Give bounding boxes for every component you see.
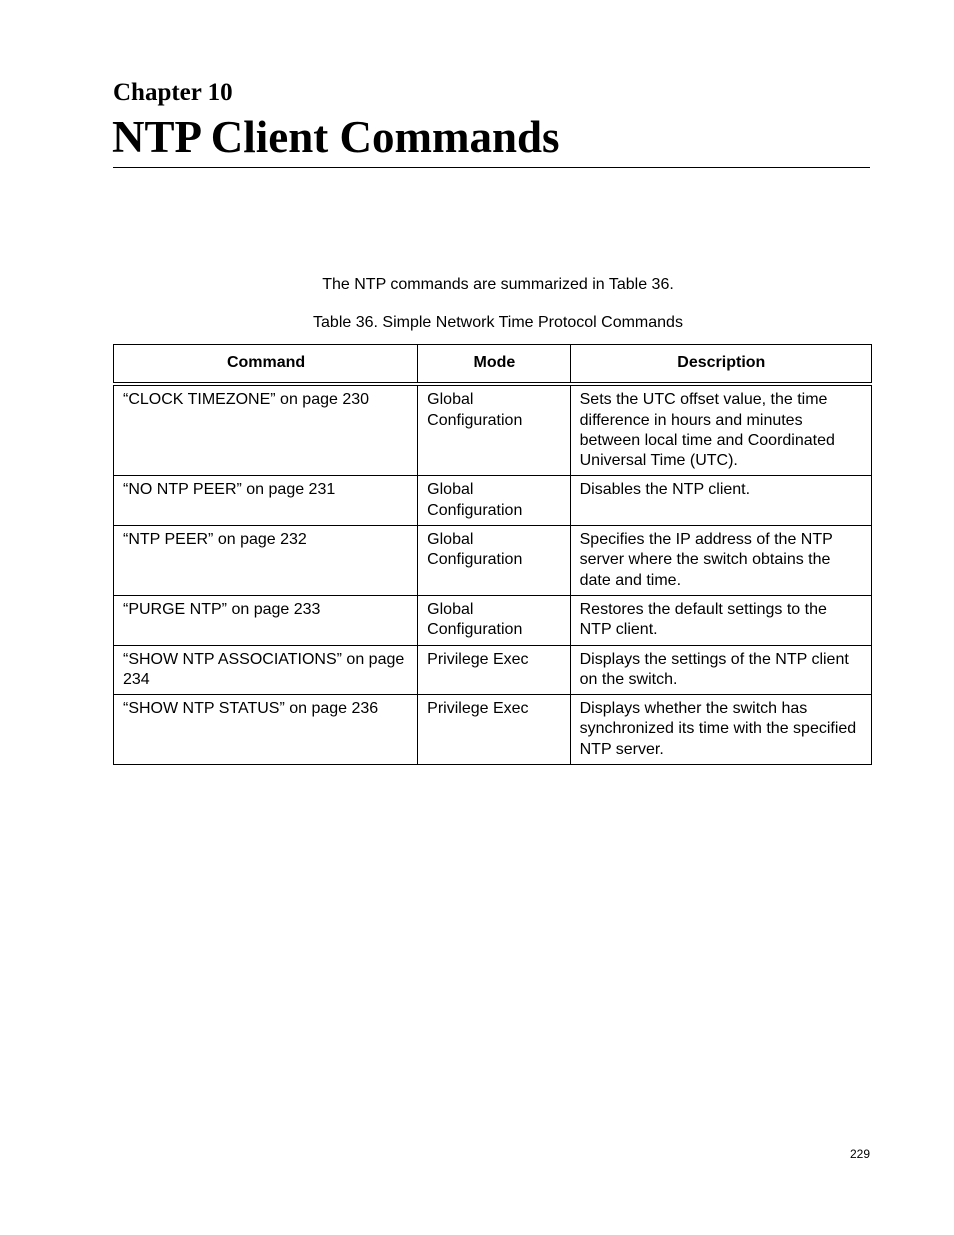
command-link[interactable]: “SHOW NTP STATUS” on page 236: [114, 695, 418, 765]
page-number: 229: [849, 1147, 870, 1161]
table-header-row: [114, 345, 872, 385]
description-cell: Displays whether the switch has synchronized its time with the specified NTP server.: [570, 695, 871, 765]
table-row: [114, 476, 872, 526]
header-mode: Mode: [418, 345, 570, 385]
mode-cell: Global Configuration: [418, 384, 570, 476]
table-row: [114, 526, 872, 596]
table-row: [114, 695, 872, 765]
mode-cell: Global Configuration: [418, 476, 570, 526]
command-link[interactable]: “NO NTP PEER” on page 231: [114, 476, 418, 526]
header-command: Command: [114, 345, 418, 385]
chapter-label: Chapter 10: [113, 79, 233, 106]
command-link[interactable]: “SHOW NTP ASSOCIATIONS” on page 234: [114, 645, 418, 695]
description-cell: Restores the default settings to the NTP client.: [570, 595, 871, 645]
description-cell: Sets the UTC offset value, the time difference in hours and minutes between local time and Coordinated Universal Time (UTC).: [570, 384, 871, 476]
title-divider: [113, 167, 870, 168]
mode-cell: Privilege Exec: [418, 695, 570, 765]
chapter-title: NTP Client Commands: [112, 112, 560, 162]
header-description: Description: [570, 345, 871, 385]
command-link[interactable]: “CLOCK TIMEZONE” on page 230: [114, 384, 418, 476]
description-cell: Displays the settings of the NTP client on the switch.: [570, 645, 871, 695]
command-link[interactable]: “PURGE NTP” on page 233: [114, 595, 418, 645]
ntp-commands-table: [113, 344, 872, 765]
table-row: [114, 384, 872, 476]
table-caption: Table 36. Simple Network Time Protocol Commands: [313, 314, 683, 331]
mode-cell: Privilege Exec: [418, 645, 570, 695]
command-link[interactable]: “NTP PEER” on page 232: [114, 526, 418, 596]
intro-paragraph: The NTP commands are summarized in Table 36.: [322, 276, 674, 293]
description-cell: Specifies the IP address of the NTP server where the switch obtains the date and time.: [570, 526, 871, 596]
mode-cell: Global Configuration: [418, 526, 570, 596]
mode-cell: Global Configuration: [418, 595, 570, 645]
table-row: [114, 645, 872, 695]
description-cell: Disables the NTP client.: [570, 476, 871, 526]
table-row: [114, 595, 872, 645]
